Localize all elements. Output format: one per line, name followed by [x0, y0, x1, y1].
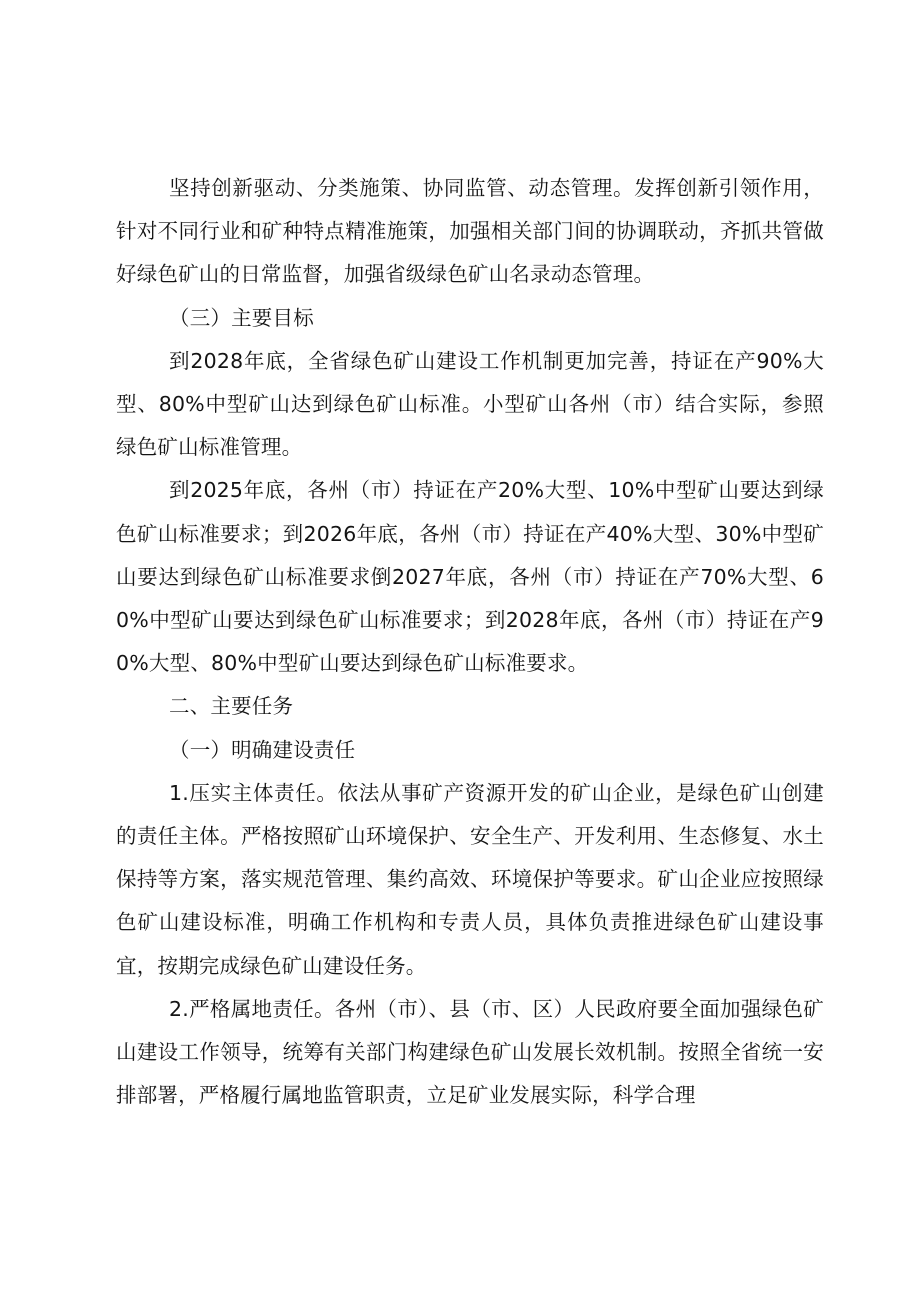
heading-main-tasks: 二、主要任务 — [169, 694, 294, 719]
paragraph-subject-responsibility: 1.压实主体责任。依法从事矿产资源开发的矿山企业，是绿色矿山创建的责任主体。严格按照矿山环境保护、安全生产、开发利用、生态修复、水土保持等方案，落实规范管理、集约高效、环境保护等要求。矿山企业应按照绿色矿山建设标准，明确工作机构和专责人员，具体负责推进绿色矿山建设事宜，按期完成绿色矿山建设任务。 — [116, 780, 824, 978]
heading-main-goals: （三）主要目标 — [169, 305, 314, 330]
paragraph-goal-2028: 到2028年底，全省绿色矿山建设工作机制更加完善，持证在产90%大型、80%中型矿山达到绿色矿山标准。小型矿山各州（市）结合实际，参照绿色矿山标准管理。 — [116, 348, 824, 460]
paragraph-territorial-responsibility: 2.严格属地责任。各州（市）、县（市、区）人民政府要全面加强绿色矿山建设工作领导，统筹有关部门构建绿色矿山发展长效机制。按照全省统一安排部署，严格履行属地监管职责，立足矿业发展实际，科学合理 — [116, 996, 824, 1108]
document-body — [116, 167, 824, 1117]
heading-clarify-responsibility: （一）明确建设责任 — [169, 737, 356, 762]
paragraph-principles: 坚持创新驱动、分类施策、协同监管、动态管理。发挥创新引领作用，针对不同行业和矿种特点精准施策，加强相关部门间的协调联动，齐抓共管做好绿色矿山的日常监督，加强省级绿色矿山名录动态管理。 — [116, 176, 824, 287]
paragraph-yearly-targets: 到2025年底，各州（市）持证在产20%大型、10%中型矿山要达到绿色矿山标准要求；到2026年底，各州（市）持证在产40%大型、30%中型矿山要达到绿色矿山标准要求倒2027年底，各州（市）持证在产70%大型、60%中型矿山要达到绿色矿山标准要求；到2028年底，各州（市）持证在产90%大型、80%中型矿山要达到绿色矿山标准要求。 — [116, 478, 824, 676]
